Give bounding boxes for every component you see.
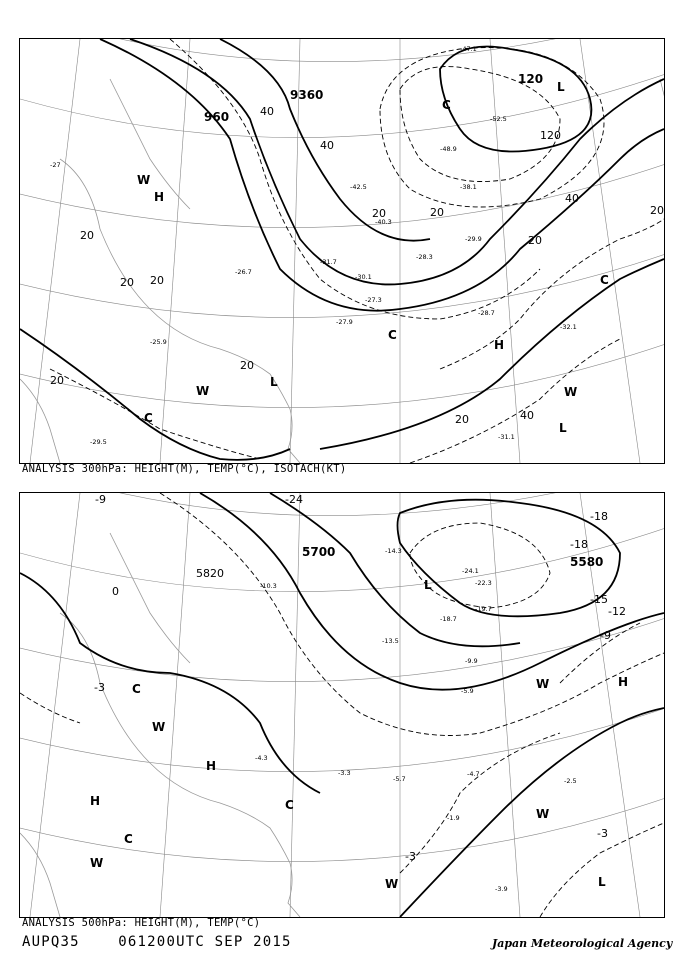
isotherm-label: -12	[608, 605, 626, 618]
cold-marker: C	[442, 98, 451, 112]
isotach-labels	[50, 105, 664, 426]
height-label: 5580	[570, 555, 604, 569]
isotach-label: 20	[50, 374, 64, 387]
temp-label: -31.1	[498, 433, 515, 441]
valid-time: 061200UTC SEP 2015	[118, 934, 292, 950]
warm-marker: W	[137, 173, 151, 187]
agency-name: Japan Meteorological Agency	[492, 937, 673, 950]
temp-label: -3.3	[338, 769, 351, 777]
warm-marker: W	[152, 720, 166, 734]
warm-marker: W	[564, 385, 578, 399]
pressure-markers	[90, 578, 628, 891]
cold-marker: C	[124, 832, 133, 846]
temp-label: -4.7	[467, 770, 480, 778]
height-contours	[20, 493, 664, 917]
temp-label: -30.1	[355, 273, 372, 281]
warm-marker: W	[536, 807, 550, 821]
isotherm-label: 0	[112, 585, 119, 598]
height-label: 960	[204, 110, 230, 124]
temp-label: -4.3	[255, 754, 268, 762]
temp-label: -27	[50, 161, 61, 169]
temp-label: -38.1	[460, 183, 477, 191]
temp-label: -13.5	[382, 637, 399, 645]
cold-marker: C	[144, 411, 153, 425]
isotach-label: 20	[650, 204, 664, 217]
high-marker: H	[90, 794, 101, 808]
temp-label: -31.7	[320, 258, 337, 266]
caption-500hpa: ANALYSIS 500hPa: HEIGHT(M), TEMP(°C)	[22, 917, 261, 929]
low-marker: L	[559, 421, 567, 435]
temperature-labels	[50, 45, 577, 446]
temp-label: -40.3	[375, 218, 392, 226]
isotherm-label: -9	[600, 629, 611, 642]
isotherm-label: -3	[405, 850, 416, 863]
height-labels	[204, 72, 561, 142]
temp-label: -27.3	[365, 296, 382, 304]
isotherm-label: -15	[590, 593, 608, 606]
temp-label: -47.1	[460, 45, 477, 53]
isotach-label: 40	[565, 192, 579, 205]
temp-label: -9.9	[465, 657, 478, 665]
isotach-label: 20	[240, 359, 254, 372]
chart-identifier	[22, 934, 292, 950]
isotherms	[20, 493, 664, 917]
map-500hpa-canvas	[20, 493, 664, 917]
isotach-label: 20	[372, 207, 386, 220]
isotherm-label: -9	[95, 493, 106, 506]
map-panel-300hpa	[19, 38, 665, 464]
map-panel-500hpa	[19, 492, 665, 918]
temp-label: -24.1	[462, 567, 479, 575]
temp-label: -18.7	[440, 615, 457, 623]
isotherm-label: -18	[590, 510, 608, 523]
cold-marker: C	[388, 328, 397, 342]
isotherm-label: -3	[94, 681, 105, 694]
high-marker: H	[618, 675, 629, 689]
high-marker: H	[206, 759, 217, 773]
high-marker: H	[154, 190, 165, 204]
cold-marker: C	[285, 798, 294, 812]
isotach-label: 40	[320, 139, 334, 152]
temp-label: -27.9	[336, 318, 353, 326]
map-300hpa-canvas	[20, 39, 664, 463]
temp-label: -28.3	[416, 253, 433, 261]
temp-label: -14.3	[385, 547, 402, 555]
latitude-grid	[20, 39, 664, 408]
chart-code: AUPQ35	[22, 934, 80, 950]
cold-marker: C	[132, 682, 141, 696]
height-label: 5700	[302, 545, 336, 559]
height-label: 120	[540, 129, 561, 142]
temp-label: -48.9	[440, 145, 457, 153]
warm-marker: W	[536, 677, 550, 691]
isotach-label: 40	[260, 105, 274, 118]
temp-label: -32.1	[560, 323, 577, 331]
temp-label: -19.7	[475, 605, 492, 613]
height-label: 120	[518, 72, 544, 86]
temp-label: -22.3	[475, 579, 492, 587]
isotherm-label: -3	[597, 827, 608, 840]
temp-label: -5.7	[393, 775, 406, 783]
temp-label: -1.9	[447, 814, 460, 822]
isotherm-label: -18	[570, 538, 588, 551]
warm-marker: W	[90, 856, 104, 870]
temp-label: -5.9	[461, 687, 474, 695]
isotach-label: 20	[455, 413, 469, 426]
high-marker: H	[494, 338, 505, 352]
temp-label: -25.9	[150, 338, 167, 346]
warm-marker: W	[196, 384, 210, 398]
latitude-grid	[20, 493, 664, 862]
isotach-label: 20	[528, 234, 542, 247]
isotach-label: 20	[80, 229, 94, 242]
temp-label: -29.9	[465, 235, 482, 243]
low-marker: L	[424, 578, 432, 592]
isotach-label: 40	[520, 409, 534, 422]
low-marker: L	[557, 80, 565, 94]
caption-300hpa: ANALYSIS 300hPa: HEIGHT(M), TEMP(°C), ISOTACH(KT)	[22, 463, 347, 475]
temp-label: -26.7	[235, 268, 252, 276]
temp-label: -52.5	[490, 115, 507, 123]
temp-label: -42.5	[350, 183, 367, 191]
isotach-label: 20	[120, 276, 134, 289]
isotherm-label: -24	[285, 493, 303, 506]
height-label: 9360	[290, 88, 324, 102]
pressure-markers	[137, 80, 609, 435]
temp-label: -2.5	[564, 777, 577, 785]
isotherms	[50, 39, 664, 463]
temp-label: -10.3	[260, 582, 277, 590]
isotach-label: 20	[430, 206, 444, 219]
height-label: 5820	[196, 567, 224, 580]
temp-label: -28.7	[478, 309, 495, 317]
low-marker: L	[598, 875, 606, 889]
temp-label: -29.5	[90, 438, 107, 446]
low-marker: L	[270, 375, 278, 389]
temp-label: -3.9	[495, 885, 508, 893]
isotach-label: 20	[150, 274, 164, 287]
cold-marker: C	[600, 273, 609, 287]
warm-marker: W	[385, 877, 399, 891]
